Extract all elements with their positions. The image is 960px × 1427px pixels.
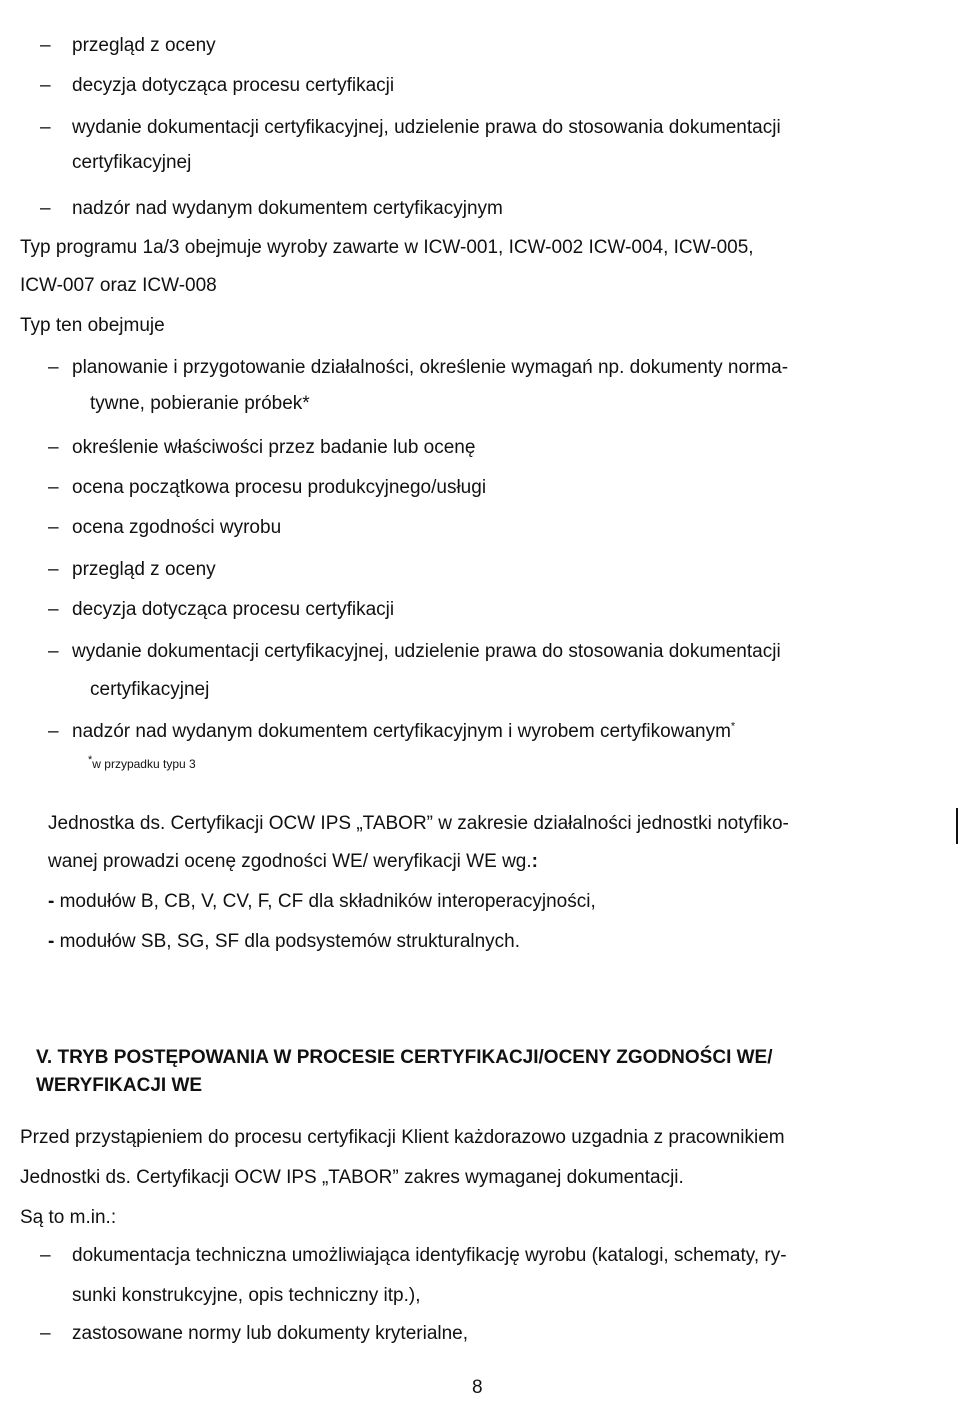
footnote-mark: * [88,754,93,766]
list-item: decyzja dotycząca procesu certyfikacji [72,75,395,96]
paragraph-line: Typ programu 1a/3 obejmuje wyroby zawarte w ICW-001, ICW-002 ICW-004, ICW-005, [20,237,754,258]
page-number: 8 [472,1377,483,1398]
paragraph-line: Jednostka ds. Certyfikacji OCW IPS „TABOR” w zakresie działalności jednostki notyfiko- [48,813,789,834]
paragraph-text: wanej prowadzi ocenę zgodności WE/ weryfikacji WE wg. [48,851,532,872]
footnote-mark: * [730,720,736,733]
module-list-item [48,930,520,954]
list-item [72,720,735,744]
list-item: dokumentacja techniczna umożliwiająca identyfikację wyrobu (katalogi, schematy, ry- [72,1245,787,1266]
list-dash: – [40,198,51,219]
list-item: wydanie dokumentacji certyfikacyjnej, udzielenie prawa do stosowania dokumentacji [72,117,781,138]
list-dash: – [48,517,59,538]
section-title: V. TRYB POSTĘPOWANIA W PROCESIE CERTYFIKACJI/OCENY ZGODNOŚCI WE/ [36,1047,773,1068]
list-item-continuation: certyfikacyjnej [90,679,210,700]
list-dash: – [40,75,51,96]
list-item-continuation: certyfikacyjnej [72,152,192,173]
list-dash: – [48,477,59,498]
list-dash: – [48,641,59,662]
list-item: ocena początkowa procesu produkcyjnego/usługi [72,477,487,498]
module-text: modułów B, CB, V, CV, F, CF dla składników interoperacyjności, [54,891,596,912]
list-item: przegląd z oceny [72,35,216,56]
list-dash: – [40,1323,51,1344]
paragraph-line [48,850,538,874]
footnote [88,752,196,776]
paragraph-line: Jednostki ds. Certyfikacji OCW IPS „TABOR” zakres wymaganej dokumentacji. [20,1167,684,1188]
list-item: przegląd z oceny [72,559,216,580]
list-item: wydanie dokumentacji certyfikacyjnej, udzielenie prawa do stosowania dokumentacji [72,641,781,662]
list-item-text: nadzór nad wydanym dokumentem certyfikacyjnym i wyrobem certyfikowanym [72,721,731,742]
list-dash: – [40,1245,51,1266]
list-item: ocena zgodności wyrobu [72,517,282,538]
list-item: nadzór nad wydanym dokumentem certyfikacyjnym [72,198,503,219]
list-item-continuation: tywne, pobieranie próbek* [90,393,310,414]
list-dash: – [48,357,59,378]
list-item: określenie właściwości przez badanie lub ocenę [72,437,476,458]
paragraph-line: ICW-007 oraz ICW-008 [20,275,217,296]
paragraph-line: Przed przystąpieniem do procesu certyfikacji Klient każdorazowo uzgadnia z pracownikiem [20,1127,785,1148]
list-dash: – [48,721,59,742]
section-title-continuation: WERYFIKACJI WE [36,1075,203,1096]
paragraph-heading: Typ ten obejmuje [20,315,165,336]
list-item: zastosowane normy lub dokumenty kryterialne, [72,1323,469,1344]
list-dash: – [40,117,51,138]
list-item: planowanie i przygotowanie działalności, określenie wymagań np. dokumenty norma- [72,357,789,378]
list-dash: – [40,35,51,56]
list-dash: – [48,437,59,458]
module-text: modułów SB, SG, SF dla podsystemów strukturalnych. [54,931,521,952]
module-list-item [48,890,596,914]
list-item: decyzja dotycząca procesu certyfikacji [72,599,395,620]
module-dash: - [48,931,55,952]
margin-bar [956,808,958,844]
list-dash: – [48,599,59,620]
list-dash: – [48,559,59,580]
module-dash: - [48,891,55,912]
paragraph-line: Są to m.in.: [20,1207,117,1228]
colon: : [531,851,538,872]
footnote-text: w przypadku typu 3 [92,757,196,771]
list-item-continuation: sunki konstrukcyjne, opis techniczny itp.), [72,1285,421,1306]
